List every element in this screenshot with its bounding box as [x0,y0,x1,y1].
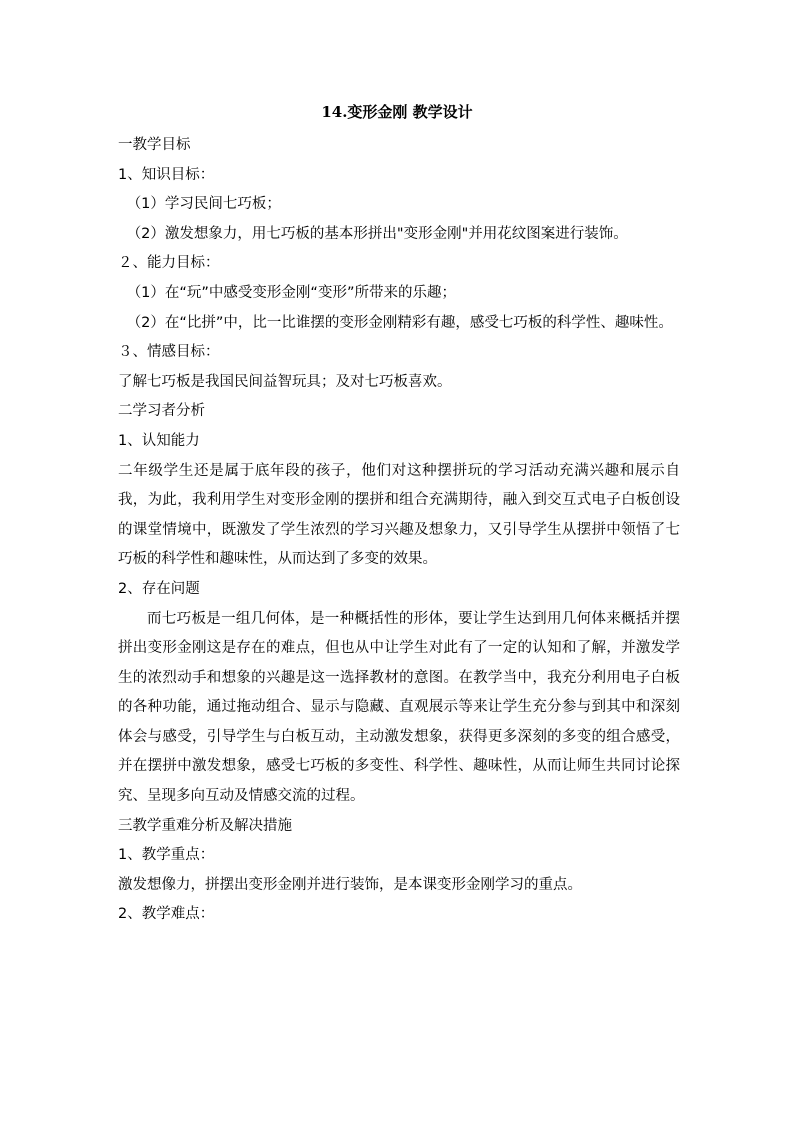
paragraph: 二年级学生还是属于底年段的孩子，他们对这种摆拼玩的学习活动充满兴趣和展示自我，为此，我利用学生对变形金刚的摆拼和组合充满期待，融入到交互式电子白板创设的课堂情境中，既激发了学生浓烈的学习兴趣及想象力，又引导学生从摆拼中领悟了七巧板的科学性和趣味性，从而达到了多变的效果。 [118,462,680,568]
text-line: 三教学重难分析及解决措施 [118,817,292,834]
text-line: 激发想像力，拼摆出变形金刚并进行装饰，是本课变形金刚学习的重点。 [118,876,582,893]
document-body [118,131,680,930]
text-line: 2、存在问题 [118,580,200,597]
text-line: 1、认知能力 [118,432,200,449]
text-line: （1）学习民间七巧板； [126,196,281,213]
paragraph: 而七巧板是一组几何体，是一种概括性的形体，要让学生达到用几何体来概括并摆拼出变形金刚这是存在的难点，但也从中让学生对此有了一定的认知和了解，并激发学生的浓烈动手和想象的兴趣是这一选择教材的意图。在教学当中，我充分利用电子白板的各种功能，通过拖动组合、显示与隐藏、直观展示等来让学生充分参与到其中和深刻体会与感受，引导学生与白板互动，主动激发想象，获得更多深刻的多变的组合感受，并在摆拼中激发想象，感受七巧板的多变性、科学性、趣味性，从而让师生共同讨论探究、呈现多向互动及情感交流的过程。 [118,610,680,805]
text-line: （2）激发想象力，用七巧板的基本形拼出"变形金刚"并用花纹图案进行装饰。 [126,225,628,242]
text-line: 了解七巧板是我国民间益智玩具；及对七巧板喜欢。 [118,373,452,390]
text-line: 二学习者分析 [118,403,205,420]
text-line: ３、情感目标： [118,344,220,361]
paragraph: （2）在“比拼”中，比一比谁摆的变形金刚精彩有趣，感受七巧板的科学性、趣味性。 [126,314,673,331]
page-title: 14.变形金刚 教学设计 [321,103,473,121]
text-line: 1、知识目标： [118,166,215,183]
text-line: ２、能力目标： [118,255,220,272]
text-line: 2、教学难点： [118,906,215,923]
text-line: 1、教学重点： [118,847,215,864]
text-line: 一教学目标 [118,137,191,153]
text-line: （1）在“玩”中感受变形金刚“变形”所带来的乐趣； [126,284,456,301]
